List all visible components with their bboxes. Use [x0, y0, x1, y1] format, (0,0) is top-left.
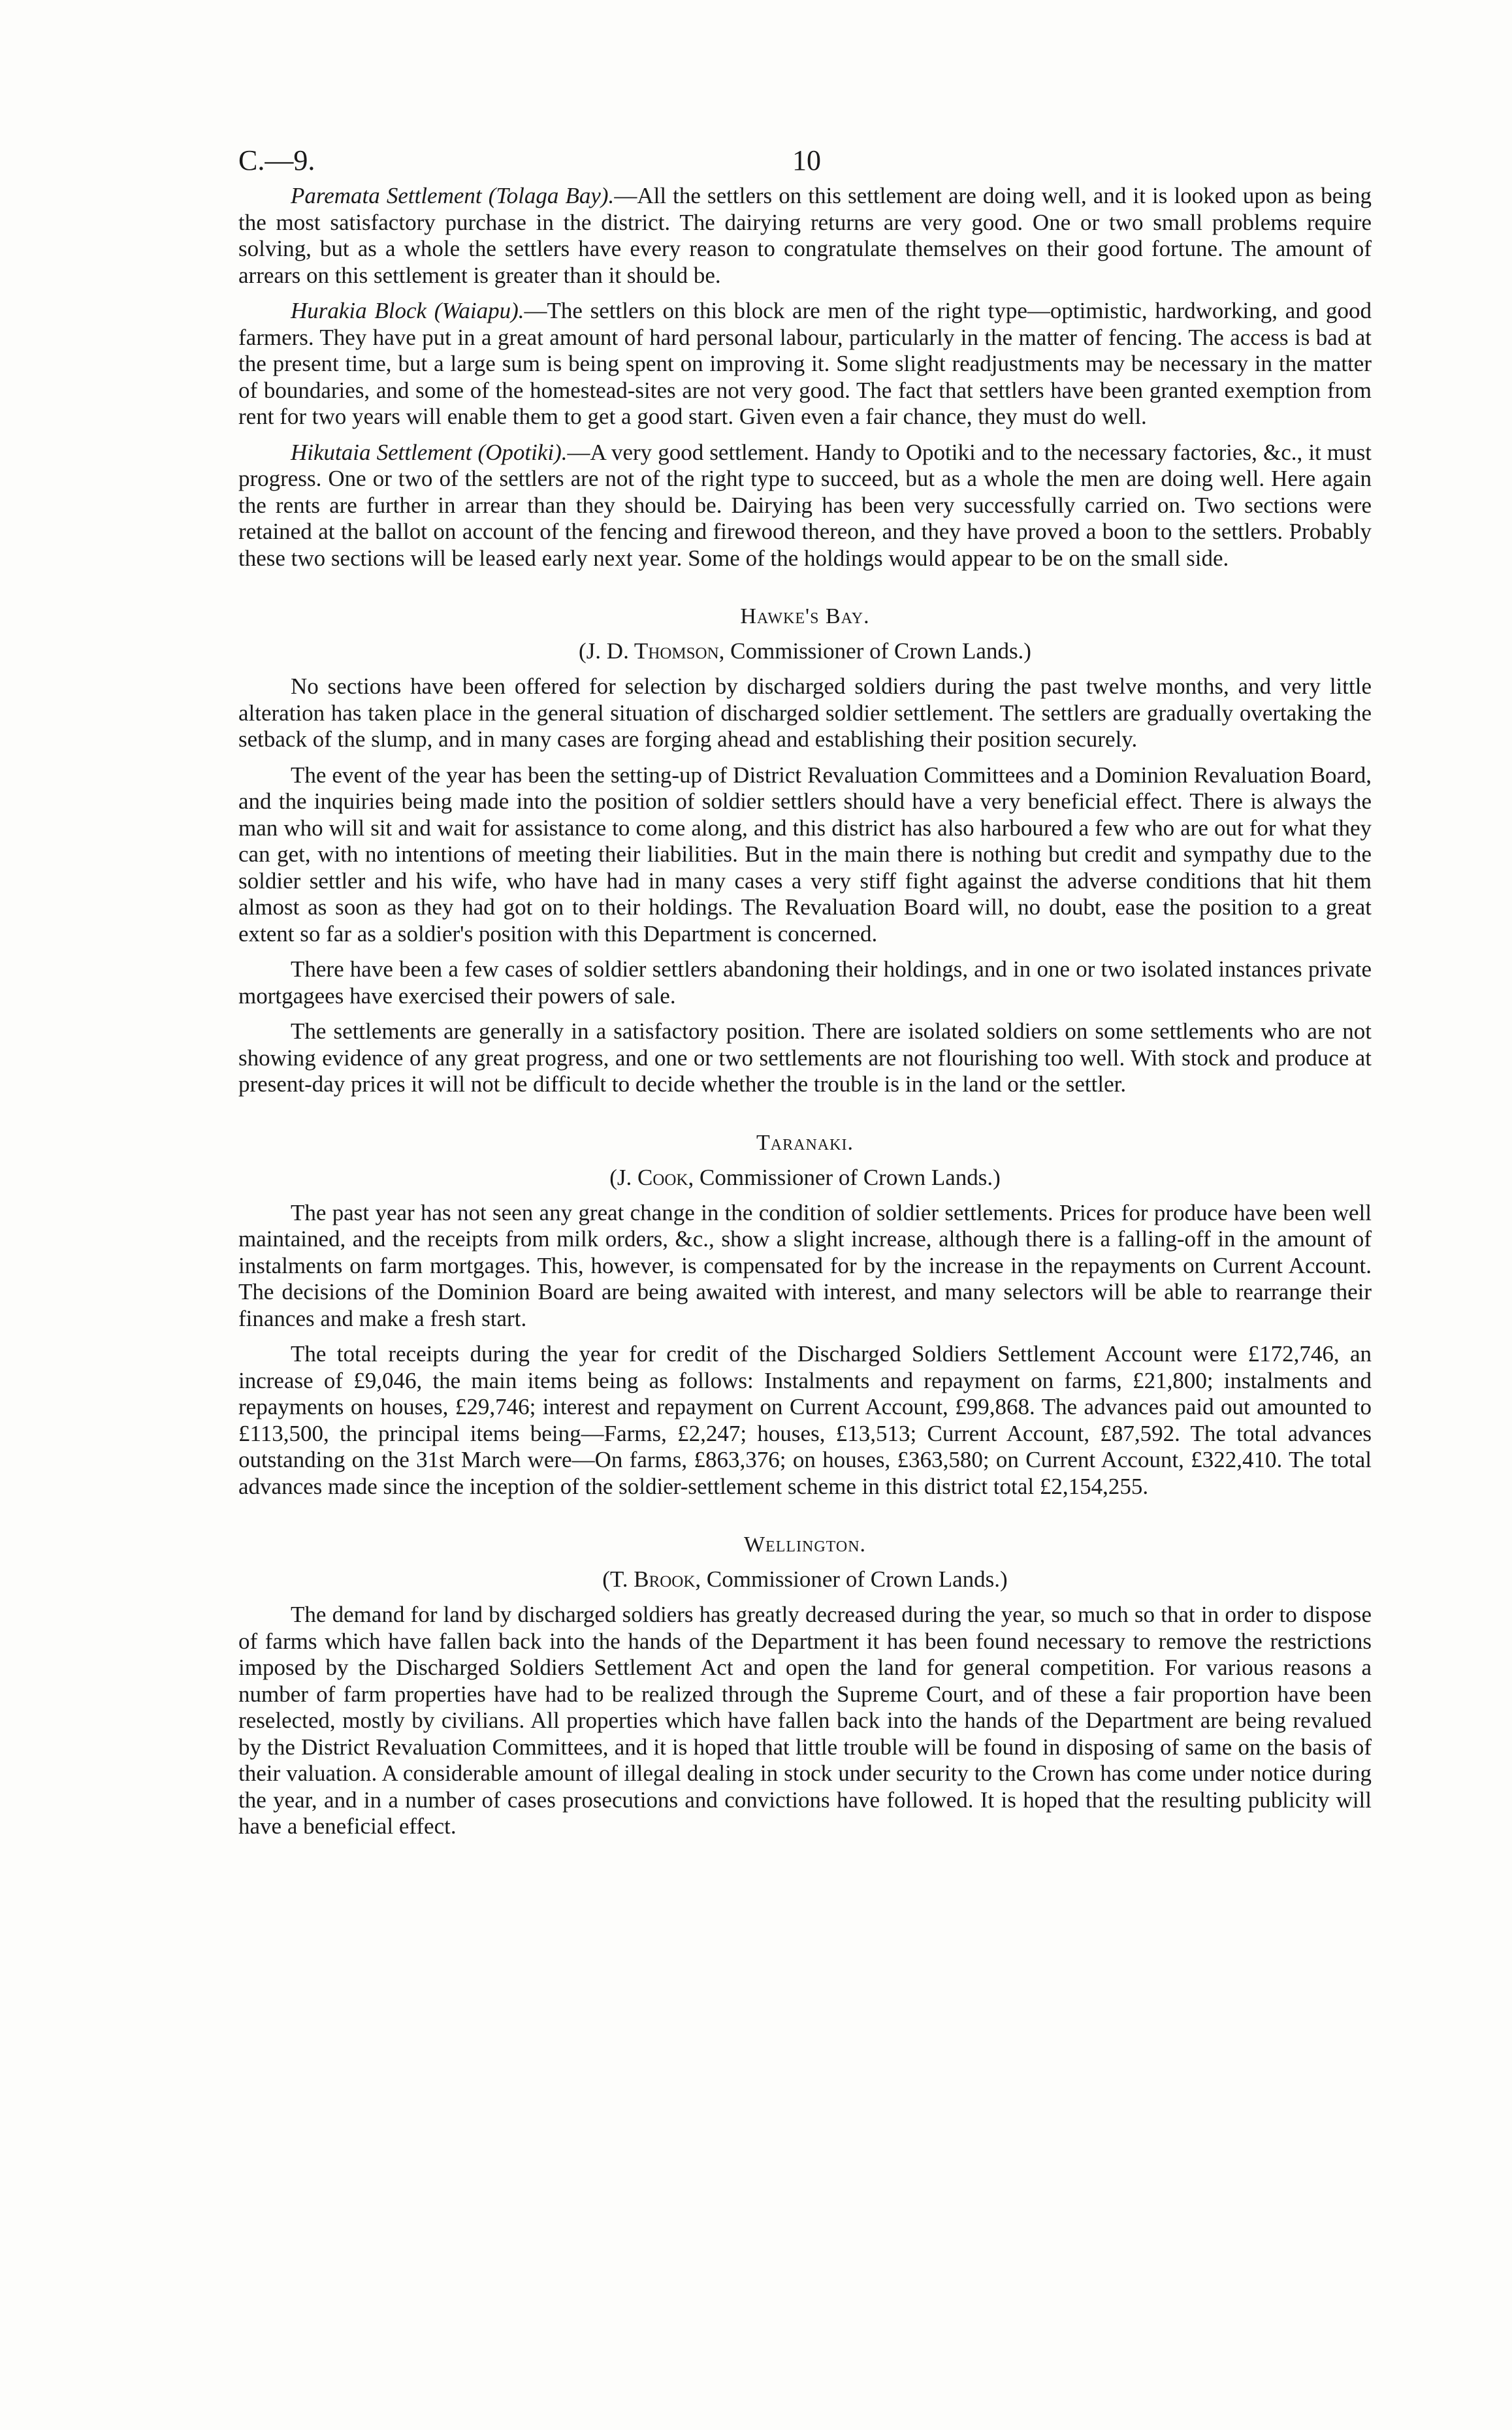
paragraph: The total receipts during the year for credit of the Discharged Soldiers Settlement Account were £172,746, an increase of £9,046, the main items being as follows: Instalments and repayment on farms, £21,800; instalments and repayments on houses, £29,746; interest and repayment on Current Account, £99,868. The advances paid out amounted to £113,500, the principal items being—Farms, £2,247; houses, £13,513; Current Account, £87,592. The total advances outstanding on the 31st March were—On farms, £863,376; on houses, £363,580; on Current Account, £322,410. The total advances made since the inception of the soldier-settlement scheme in this district total £2,154,255. — [238, 1341, 1372, 1499]
paragraph: The past year has not seen any great change in the condition of soldier settlements. Prices for produce have been well maintained, and the receipts from milk orders, &c., show a slight increase, although there is a falling-off in the amount of instalments on farm mortgages. This, however, is compensated for by the increase in the repayments on Current Account. The decisions of the Dominion Board are being awaited with interest, and many selectors will be able to rearrange their finances and make a fresh start. — [238, 1199, 1372, 1331]
paragraph — [238, 183, 1372, 289]
commissioner-name: J. Cook — [617, 1164, 688, 1190]
paragraph-lead: Hurakia Block (Waiapu). — [291, 298, 524, 323]
commissioner-title: , Commissioner of Crown Lands.) — [695, 1566, 1008, 1592]
paragraph: There have been a few cases of soldier settlers abandoning their holdings, and in one or two isolated instances private mortgagees have exercised their powers of sale. — [238, 956, 1372, 1009]
section-hawkes-bay — [238, 604, 1372, 1098]
section-heading: Taranaki. — [756, 1130, 854, 1155]
intro-paragraphs — [238, 183, 1372, 572]
document-page — [238, 131, 1372, 1849]
commissioner-name: J. D. Thomson — [586, 638, 719, 664]
paragraph-lead: Paremata Settlement (Tolaga Bay). — [291, 183, 615, 208]
paragraph — [238, 298, 1372, 430]
commissioner-line: (J. D. Thomson, Commissioner of Crown Lands.) — [579, 638, 1031, 664]
paragraph-text: —All the settlers on this settlement are doing well, and it is looked upon as being the most satisfactory purchase in the district. The dairying returns are very good. One or two small problems require solving, but as a whole the settlers have every reason to congratulate themselves on their good fortune. The amount of arrears on this settlement is greater than it should be. — [238, 183, 1372, 288]
paragraph-lead: Hikutaia Settlement (Opotiki). — [291, 439, 568, 465]
section-heading: Hawke's Bay. — [740, 604, 870, 628]
section-wellington — [238, 1532, 1372, 1840]
commissioner-title: , Commissioner of Crown Lands.) — [718, 638, 1031, 664]
paragraph: The settlements are generally in a satisfactory position. There are isolated soldiers on some settlements who are not showing evidence of any great progress, and one or two settlements are not flourishing too well. With stock and produce at present-day prices it will not be difficult to decide whether the trouble is in the land or the settler. — [238, 1018, 1372, 1097]
paragraph: The demand for land by discharged soldiers has greatly decreased during the year, so much so that in order to dispose of farms which have fallen back into the hands of the Department it has been found necessary to remove the restrictions imposed by the Discharged Soldiers Settlement Act and open the land for general competition. For various reasons a number of farm properties have had to be realized through the Supreme Court, and of these a fair proportion have been reselected, mostly by civilians. All properties which have fallen back into the hands of the Department are being revalued by the District Revaluation Committees, and it is hoped that little trouble will be found in disposing of same on the basis of their valuation. A considerable amount of illegal dealing in stock under security to the Crown has come under notice during the year, and in a number of cases prosecutions and convictions have followed. It is hoped that the resulting publicity will have a beneficial effect. — [238, 1602, 1372, 1839]
paragraph — [238, 440, 1372, 572]
commissioner-title: , Commissioner of Crown Lands.) — [688, 1164, 1001, 1190]
page-header — [238, 131, 1372, 183]
document-reference: C.—9. — [238, 144, 315, 176]
section-heading: Wellington. — [743, 1532, 867, 1557]
commissioner-line: (J. Cook, Commissioner of Crown Lands.) — [609, 1164, 1001, 1190]
paragraph-text: —The settlers on this block are men of the right type—optimistic, hardworking, and good farmers. They have put in a great amount of hard personal labour, particularly in the matter of fencing. The access is bad at the present time, but a large sum is being spent on improving it. Some slight readjustments may be necessary in the matter of boundaries, and some of the homestead-sites are not very good. The fact that settlers have been granted exemption from rent for two years will enable them to get a good start. Given even a fair chance, they must do well. — [238, 298, 1372, 429]
paragraph: No sections have been offered for selection by discharged soldiers during the past twelve months, and very little alteration has taken place in the general situation of discharged soldier settlement. The settlers are gradually overtaking the setback of the slump, and in many cases are forging ahead and establishing their position securely. — [238, 673, 1372, 752]
commissioner-line: (T. Brook, Commissioner of Crown Lands.) — [602, 1566, 1008, 1592]
paragraph-text: —A very good settlement. Handy to Opotiki and to the necessary factories, &c., it must progress. One or two of the settlers are not of the right type to succeed, but as a whole the men are doing well. Here again the rents are further in arrear than they should be. Dairying has been very successfully carried on. Two sections were retained at the ballot on account of the fencing and firewood thereon, and they have proved a boon to the settlers. Probably these two sections will be leased early next year. Some of the holdings would appear to be on the small side. — [238, 439, 1372, 571]
section-taranaki — [238, 1131, 1372, 1500]
page-number: 10 — [792, 144, 821, 176]
paragraph: The event of the year has been the setting-up of District Revaluation Committees and a Dominion Revaluation Board, and the inquiries being made into the position of soldier settlers should have a very beneficial effect. There is always the man who will sit and wait for assistance to come along, and this district has also harboured a few who are out for what they can get, with no intentions of meeting their liabilities. But in the main there is nothing but credit and sympathy due to the soldier settler and his wife, who have had in many cases a very stiff fight against the adverse conditions that hit them almost as soon as they had got on to their holdings. The Revaluation Board will, no doubt, ease the position to a great extent so far as a soldier's position with this Department is concerned. — [238, 762, 1372, 947]
commissioner-name: T. Brook — [609, 1566, 696, 1592]
